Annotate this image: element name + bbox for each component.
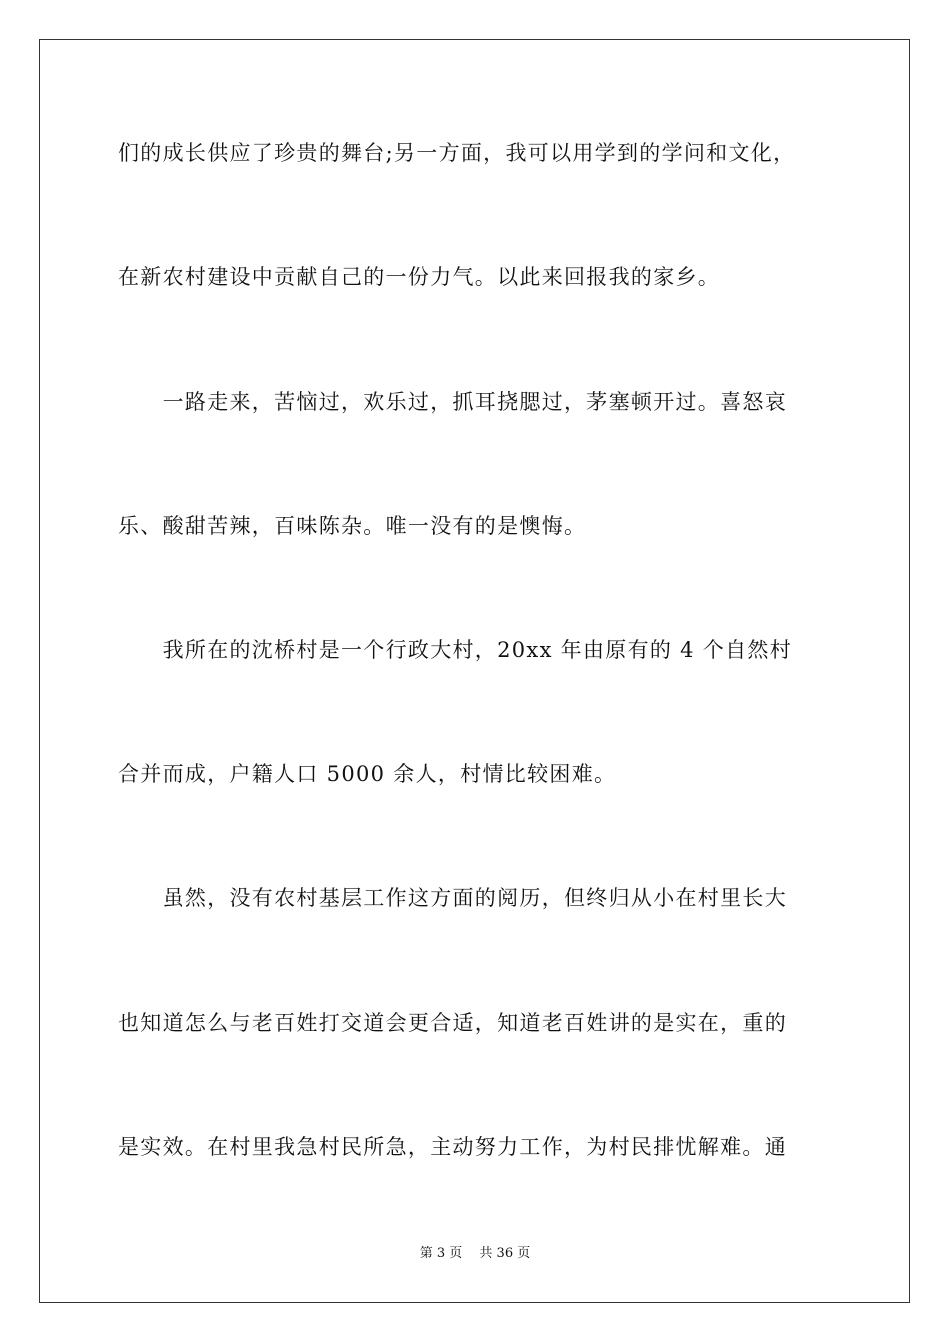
paragraph-line: 乐、酸甜苦辣，百味陈杂。唯一没有的是懊悔。	[118, 514, 587, 538]
paragraph-line: 合并而成，户籍人口 5000 余人，村情比较困难。	[118, 762, 617, 786]
page-number-footer: 第 3 页 共 36 页	[419, 1246, 531, 1261]
paragraph-line: 虽然，没有农村基层工作这方面的阅历，但终归从小在村里长大	[118, 886, 787, 910]
paragraph-line: 一路走来，苦恼过，欢乐过，抓耳挠腮过，茅塞顿开过。喜怒哀	[118, 390, 787, 414]
paragraph-line: 也知道怎么与老百姓打交道会更合适，知道老百姓讲的是实在，重的	[118, 1011, 787, 1035]
paragraph-line: 我所在的沈桥村是一个行政大村，20xx 年由原有的 4 个自然村	[118, 638, 792, 662]
paragraph-line: 在新农村建设中贡献自己的一份力气。以此来回报我的家乡。	[118, 265, 721, 289]
paragraph-line: 是实效。在村里我急村民所急，主动努力工作，为村民排忧解难。通	[118, 1135, 787, 1159]
page-border	[39, 39, 910, 1303]
paragraph-line: 们的成长供应了珍贵的舞台;另一方面，我可以用学到的学问和文化，	[118, 141, 796, 165]
